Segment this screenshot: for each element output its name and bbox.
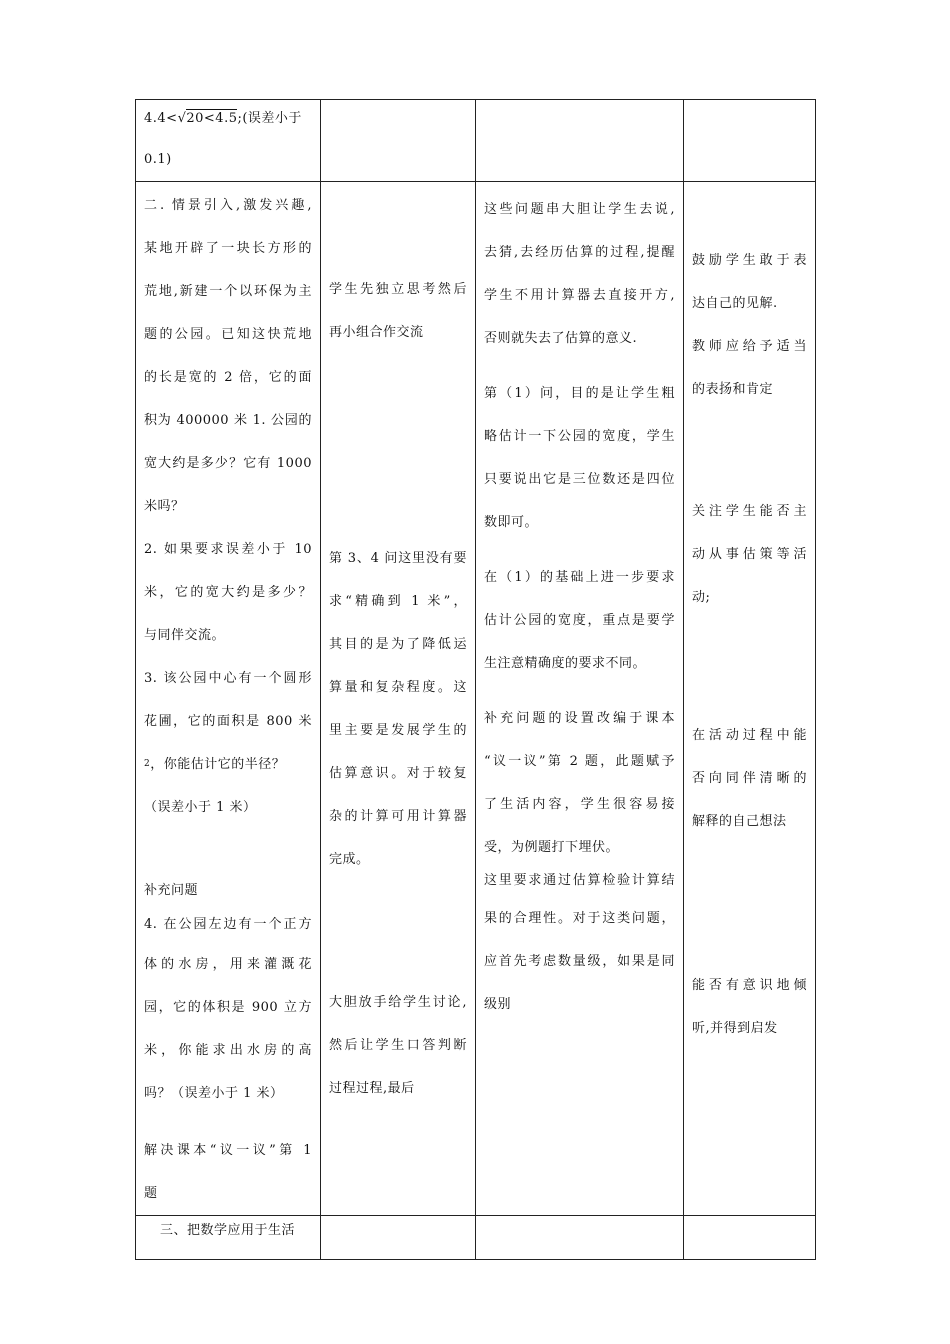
cell-intent: 这些问题串大胆让学生去说, 去猜,去经历估算的过程,提醒 学生不用计算器去直接开方, 否则就失去了估算的意义. 第（1）问，目的是让学生粗 略估计一下公园的宽度，学生 只要说出它是三位数还是四位 数即可。 在（1）的基础上进一步要求 估计公园的宽度，重点是要学 生注意精确度的要求不同。 补充问题的设置改编于课本 “议一议”第 2 题，此题赋予 了生活内容，学生很容易接 受，为例题打下埋伏。 这里要求通过估算检验计算结 果的合理性。对于这类问题， 应首先考虑数量级，如果是同 级别: [476, 182, 684, 1216]
cell-content: 二. 情景引入,激发兴趣, 某地开辟了一块长方形的 荒地,新建一个以环保为主 题的公园。已知这快荒地 的长是宽的 2 倍，它的面 积为 400000 米 1. 公园的 宽大约是多少？它有 1000 米吗？ 2. 如果要求误差小于 10 米，它的宽大约是多少？ 与同伴交流。 3. 该公园中心有一个圆形 花圃，它的面积是 800 米 $^2$，你能估计它的半径？ （误差小于 1 米） 补充问题 4. 在公园左边有一个正方 体的水房，用来灌溉花 园，它的体积是 900 立方 米，你能求出水房的高 吗？（误差小于 1 米） 解决课本“议一议”第 1 题: [136, 182, 321, 1216]
lesson-plan-table: [135, 99, 816, 1260]
section-heading: 二. 情景引入,激发兴趣,: [144, 198, 312, 213]
cell-method: [321, 100, 476, 182]
inequality-line: 4.4<√20<4.5;(误差小于: [144, 111, 302, 126]
cell-content: 4.4<√20<4.5;(误差小于 0.1): [136, 100, 321, 182]
table-row: [136, 100, 816, 182]
cell-intent: [476, 1216, 684, 1260]
supplement-title: 补充问题: [144, 883, 199, 898]
cell-intent: [476, 100, 684, 182]
sqrt-radicand: 20<4.5: [186, 111, 238, 126]
section-heading: 三、把数学应用于生活: [160, 1223, 296, 1238]
cell-method: [321, 1216, 476, 1260]
cell-evaluation: 鼓励学生敢于表 达自己的见解. 教师应给予适当 的表扬和肯定 关注学生能否主 动从事估策等活 动; 在活动过程中能 否向同伴清晰的 解释的自己想法 能否有意识地倾 听,并得到启发: [684, 182, 816, 1216]
cell-content: [136, 1216, 321, 1260]
cell-evaluation: [684, 1216, 816, 1260]
cell-method: 学生先独立思考然后 再小组合作交流 第 3、4 问这里没有要 求“精确到 1 米”， 其目的是为了降低运 算量和复杂程度。这 里主要是发展学生的 估算意识。对于较复 杂的计算可用计算器 完成。 大胆放手给学生讨论, 然后让学生口答判断 过程过程,最后: [321, 182, 476, 1216]
table-row: [136, 182, 816, 1216]
radius-question-line: $^2$，你能估计它的半径？: [144, 757, 286, 772]
cell-evaluation: [684, 100, 816, 182]
table-row: [136, 1216, 816, 1260]
